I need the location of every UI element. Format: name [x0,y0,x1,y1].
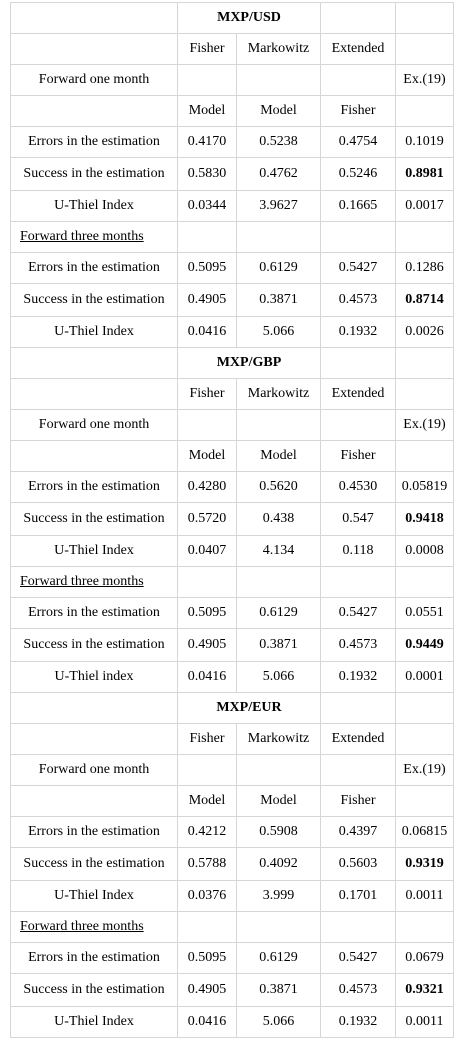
row-label: U-Thiel Index [11,536,178,567]
value-cell: 0.06815 [396,817,454,848]
empty-cell [396,724,454,755]
empty-cell [396,441,454,472]
value-cell: 0.5427 [321,253,396,284]
empty-cell [11,96,178,127]
value-cell: 0.5095 [178,943,237,974]
value-cell: 0.4280 [178,472,237,503]
empty-cell [321,755,396,786]
results-table [10,2,454,1038]
data-row [11,848,454,881]
method-header: Markowitz [237,724,321,755]
section-title: MXP/USD [178,3,321,34]
model-label: Model [178,786,237,817]
empty-cell [396,912,454,943]
empty-cell [396,693,454,724]
empty-cell [237,755,321,786]
empty-cell [11,34,178,65]
value-cell: 3.999 [237,881,321,912]
data-row [11,127,454,158]
model-label: Model [237,786,321,817]
data-row [11,943,454,974]
value-cell: 0.118 [321,536,396,567]
method-header: Fisher [178,34,237,65]
empty-cell [321,410,396,441]
section-title-row [11,693,454,724]
value-cell: 0.4170 [178,127,237,158]
row-label: Success in the estimation [11,158,178,191]
value-cell: 0.5095 [178,598,237,629]
value-cell: 0.0407 [178,536,237,567]
value-cell: 0.4573 [321,974,396,1007]
model-row [11,441,454,472]
value-cell: 0.1286 [396,253,454,284]
empty-cell [396,786,454,817]
method-header: Fisher [178,379,237,410]
row-label: Errors in the estimation [11,253,178,284]
data-row [11,974,454,1007]
row-label: U-Thiel Index [11,317,178,348]
empty-cell [321,3,396,34]
ex-label: Ex.(19) [396,65,454,96]
value-cell: 0.5238 [237,127,321,158]
value-cell: 0.5620 [237,472,321,503]
empty-cell [396,3,454,34]
value-cell: 0.4530 [321,472,396,503]
model-label: Model [178,96,237,127]
value-cell: 0.0416 [178,317,237,348]
empty-cell [178,912,237,943]
value-cell: 0.5603 [321,848,396,881]
value-cell: 5.066 [237,317,321,348]
data-row [11,317,454,348]
value-cell: 0.5427 [321,943,396,974]
value-cell: 0.4905 [178,284,237,317]
row-label: U-Thiel Index [11,191,178,222]
value-cell: 0.6129 [237,253,321,284]
value-cell: 5.066 [237,662,321,693]
empty-cell [178,65,237,96]
value-cell: 0.0416 [178,662,237,693]
horizon-label-text: Forward three months [20,574,144,589]
horizon-label [11,912,178,943]
empty-cell [11,348,178,379]
value-cell: 0.4905 [178,629,237,662]
empty-cell [11,786,178,817]
value-cell: 0.0416 [178,1007,237,1038]
model-row [11,786,454,817]
empty-cell [396,348,454,379]
section-title-row [11,348,454,379]
method-header: Markowitz [237,34,321,65]
horizon-row [11,567,454,598]
value-cell: 5.066 [237,1007,321,1038]
value-cell: 0.547 [321,503,396,536]
empty-cell [178,755,237,786]
horizon-label-text: Forward three months [20,229,144,244]
value-cell: 0.0344 [178,191,237,222]
value-cell: 0.6129 [237,598,321,629]
value-cell: 0.4905 [178,974,237,1007]
value-cell: 0.6129 [237,943,321,974]
horizon-row [11,912,454,943]
horizon-label [11,222,178,253]
value-cell: 0.5095 [178,253,237,284]
empty-cell [237,410,321,441]
value-cell: 0.4573 [321,629,396,662]
value-cell: 0.4762 [237,158,321,191]
empty-cell [11,693,178,724]
value-cell: 0.0011 [396,881,454,912]
empty-cell [237,567,321,598]
method-header-row [11,379,454,410]
data-row [11,472,454,503]
value-cell: 0.8714 [396,284,454,317]
section-title: MXP/EUR [178,693,321,724]
method-header: Extended [321,379,396,410]
value-cell: 0.0551 [396,598,454,629]
data-row [11,598,454,629]
method-header-row [11,34,454,65]
model-label: Fisher [321,96,396,127]
empty-cell [321,912,396,943]
value-cell: 4.134 [237,536,321,567]
horizon-row [11,755,454,786]
horizon-label: Forward one month [11,65,178,96]
horizon-label [11,567,178,598]
value-cell: 0.0376 [178,881,237,912]
value-cell: 0.0026 [396,317,454,348]
row-label: Success in the estimation [11,848,178,881]
value-cell: 0.438 [237,503,321,536]
empty-cell [396,379,454,410]
value-cell: 0.1932 [321,662,396,693]
empty-cell [11,379,178,410]
value-cell: 0.9319 [396,848,454,881]
value-cell: 0.9418 [396,503,454,536]
row-label: Errors in the estimation [11,472,178,503]
value-cell: 0.1665 [321,191,396,222]
method-header: Markowitz [237,379,321,410]
value-cell: 0.5788 [178,848,237,881]
value-cell: 0.4212 [178,817,237,848]
row-label: Errors in the estimation [11,943,178,974]
empty-cell [396,567,454,598]
data-row [11,503,454,536]
row-label: Success in the estimation [11,284,178,317]
row-label: U-Thiel index [11,662,178,693]
row-label: U-Thiel Index [11,881,178,912]
horizon-row [11,65,454,96]
row-label: Errors in the estimation [11,598,178,629]
ex-label: Ex.(19) [396,755,454,786]
value-cell: 0.4092 [237,848,321,881]
method-header: Extended [321,34,396,65]
empty-cell [178,222,237,253]
data-row [11,881,454,912]
empty-cell [237,222,321,253]
horizon-row [11,410,454,441]
model-label: Model [178,441,237,472]
empty-cell [321,222,396,253]
value-cell: 0.5908 [237,817,321,848]
data-row [11,253,454,284]
empty-cell [11,441,178,472]
value-cell: 0.5427 [321,598,396,629]
value-cell: 0.4573 [321,284,396,317]
data-row [11,284,454,317]
value-cell: 0.5830 [178,158,237,191]
data-row [11,191,454,222]
row-label: Success in the estimation [11,974,178,1007]
model-label: Fisher [321,786,396,817]
empty-cell [321,567,396,598]
value-cell: 0.9449 [396,629,454,662]
empty-cell [396,34,454,65]
model-row [11,96,454,127]
horizon-label: Forward one month [11,410,178,441]
value-cell: 0.05819 [396,472,454,503]
data-row [11,629,454,662]
horizon-row [11,222,454,253]
value-cell: 0.1701 [321,881,396,912]
value-cell: 0.0017 [396,191,454,222]
empty-cell [396,222,454,253]
empty-cell [178,410,237,441]
row-label: Success in the estimation [11,503,178,536]
method-header-row [11,724,454,755]
value-cell: 0.3871 [237,284,321,317]
empty-cell [237,65,321,96]
method-header: Fisher [178,724,237,755]
model-label: Model [237,96,321,127]
data-row [11,536,454,567]
row-label: U-Thiel Index [11,1007,178,1038]
data-row [11,662,454,693]
data-row [11,1007,454,1038]
row-label: Success in the estimation [11,629,178,662]
value-cell: 0.1019 [396,127,454,158]
value-cell: 0.5720 [178,503,237,536]
value-cell: 0.4397 [321,817,396,848]
section-title: MXP/GBP [178,348,321,379]
value-cell: 0.4754 [321,127,396,158]
model-label: Fisher [321,441,396,472]
value-cell: 0.8981 [396,158,454,191]
horizon-label: Forward one month [11,755,178,786]
empty-cell [321,693,396,724]
empty-cell [11,724,178,755]
value-cell: 0.0011 [396,1007,454,1038]
empty-cell [237,912,321,943]
horizon-label-text: Forward three months [20,919,144,934]
value-cell: 0.1932 [321,317,396,348]
value-cell: 0.9321 [396,974,454,1007]
value-cell: 0.5246 [321,158,396,191]
ex-label: Ex.(19) [396,410,454,441]
empty-cell [178,567,237,598]
value-cell: 0.3871 [237,629,321,662]
empty-cell [321,348,396,379]
empty-cell [11,3,178,34]
value-cell: 3.9627 [237,191,321,222]
value-cell: 0.0008 [396,536,454,567]
row-label: Errors in the estimation [11,817,178,848]
method-header: Extended [321,724,396,755]
value-cell: 0.0001 [396,662,454,693]
data-row [11,158,454,191]
value-cell: 0.3871 [237,974,321,1007]
row-label: Errors in the estimation [11,127,178,158]
section-title-row [11,3,454,34]
model-label: Model [237,441,321,472]
value-cell: 0.0679 [396,943,454,974]
value-cell: 0.1932 [321,1007,396,1038]
empty-cell [396,96,454,127]
data-row [11,817,454,848]
empty-cell [321,65,396,96]
